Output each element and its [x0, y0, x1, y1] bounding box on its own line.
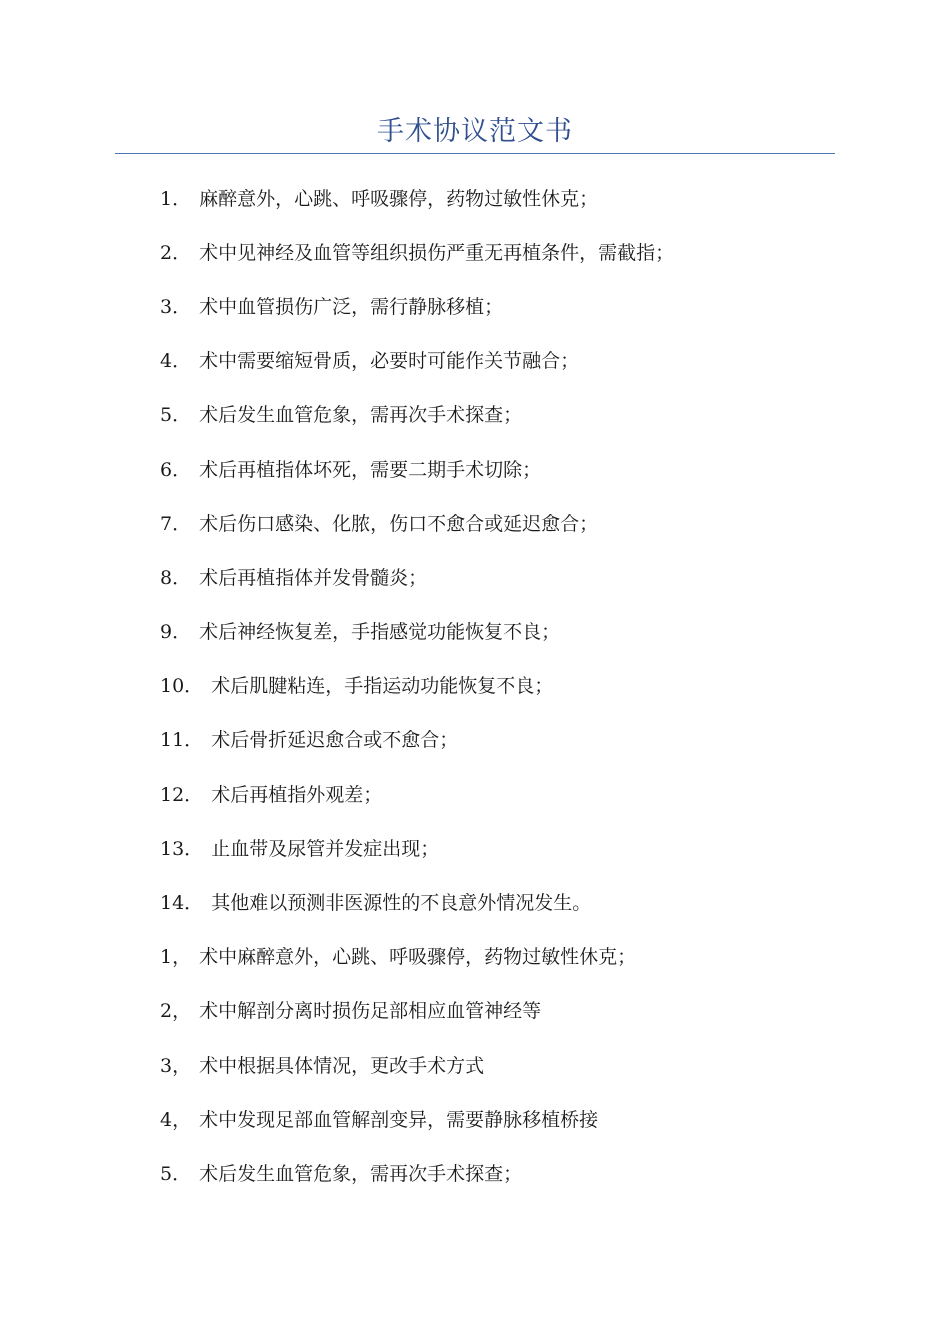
list-item: [160, 820, 820, 874]
list-item: [160, 495, 820, 549]
title-underline: [115, 153, 835, 154]
item-text: 止血带及尿管并发症出现；: [211, 837, 440, 860]
item-number: 13．: [160, 837, 204, 860]
item-text: 术后伤口感染、化脓，伤口不愈合或延迟愈合；: [199, 512, 599, 535]
list-item: [160, 387, 820, 441]
item-number: 3，: [160, 1054, 192, 1077]
item-text: 术后发生血管危象，需再次手术探查；: [199, 404, 523, 427]
list-item: [160, 441, 820, 495]
item-number: 3．: [160, 295, 192, 318]
item-text: 术中需要缩短骨质，必要时可能作关节融合；: [199, 350, 580, 373]
item-text: 术后再植指体坏死，需要二期手术切除；: [199, 458, 542, 481]
list-item: [160, 929, 820, 983]
item-number: 5．: [160, 1162, 192, 1185]
list-item: [160, 983, 820, 1037]
item-number: 5．: [160, 404, 192, 427]
list-item: [160, 278, 820, 332]
list-item: [160, 604, 820, 658]
list-item: [160, 1145, 820, 1199]
item-text: 术中麻醉意外，心跳、呼吸骤停，药物过敏性休克；: [199, 946, 637, 969]
item-text: 术后再植指体并发骨髓炎；: [199, 566, 428, 589]
item-number: 14．: [160, 892, 204, 915]
list-item: [160, 333, 820, 387]
item-text: 术中见神经及血管等组织损伤严重无再植条件，需截指；: [199, 241, 675, 264]
item-text: 术后再植指外观差；: [211, 783, 383, 806]
item-number: 10．: [160, 675, 204, 698]
list-item: [160, 170, 820, 224]
item-text: 术后神经恢复差，手指感觉功能恢复不良；: [199, 621, 561, 644]
item-text: 术后肌腱粘连，手指运动功能恢复不良；: [211, 675, 554, 698]
document-title: 手术协议范文书: [377, 116, 573, 147]
item-number: 9．: [160, 621, 192, 644]
item-number: 6．: [160, 458, 192, 481]
item-text: 术中根据具体情况，更改手术方式: [199, 1054, 485, 1077]
item-number: 11．: [160, 729, 204, 752]
list-item: [160, 712, 820, 766]
item-text: 术后发生血管危象，需再次手术探查；: [199, 1162, 523, 1185]
item-number: 2，: [160, 1000, 192, 1023]
item-text: 术后骨折延迟愈合或不愈合；: [211, 729, 459, 752]
list-item: [160, 224, 820, 278]
list-item: [160, 1037, 820, 1091]
item-text: 术中发现足部血管解剖变异，需要静脉移植桥接: [199, 1108, 599, 1131]
item-text: 麻醉意外，心跳、呼吸骤停，药物过敏性休克；: [199, 187, 599, 210]
item-text: 术中血管损伤广泛，需行静脉移植；: [199, 295, 504, 318]
item-text: 其他难以预测非医源性的不良意外情况发生。: [211, 892, 592, 915]
risk-list: [160, 170, 820, 1200]
list-item: [160, 766, 820, 820]
list-item: [160, 874, 820, 928]
item-number: 8．: [160, 566, 192, 589]
item-number: 1．: [160, 187, 192, 210]
item-number: 4．: [160, 350, 192, 373]
list-item: [160, 658, 820, 712]
item-number: 1，: [160, 946, 192, 969]
item-text: 术中解剖分离时损伤足部相应血管神经等: [199, 1000, 542, 1023]
item-number: 4，: [160, 1108, 192, 1131]
item-number: 12．: [160, 783, 204, 806]
list-item: [160, 549, 820, 603]
item-number: 7．: [160, 512, 192, 535]
item-number: 2．: [160, 241, 192, 264]
list-item: [160, 1091, 820, 1145]
